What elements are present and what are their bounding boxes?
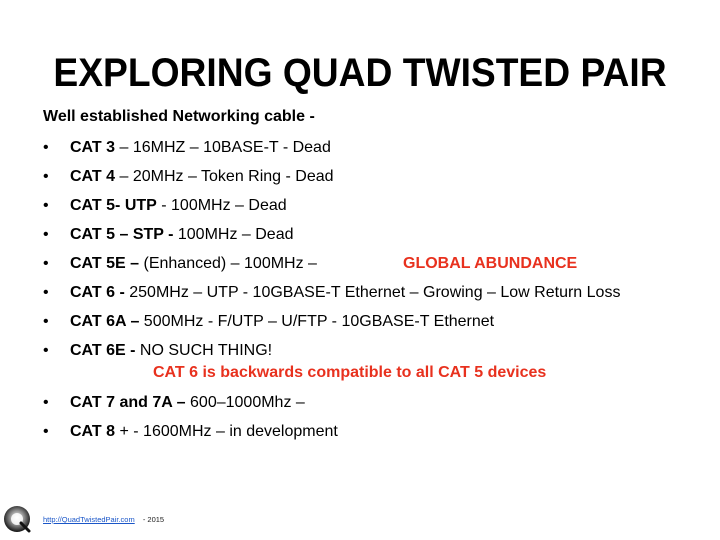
cat-label: CAT 8: [70, 423, 116, 440]
bullet-text: [70, 311, 494, 333]
bullet-text: [70, 340, 272, 362]
global-abundance-highlight: GLOBAL ABUNDANCE: [403, 255, 578, 272]
slide-footer: [0, 500, 720, 540]
bullet-text: [70, 137, 331, 159]
bullet-text: [70, 282, 620, 304]
bullet-dot: •: [43, 423, 49, 440]
footer-link[interactable]: http://QuadTwistedPair.com: [43, 515, 135, 524]
cat-label: CAT 4: [70, 168, 116, 185]
cat-description: 500MHz - F/UTP – U/FTP - 10GBASE-T Ethernet: [139, 313, 495, 330]
bullet-text: [70, 392, 305, 414]
q-logo-icon: [2, 504, 32, 534]
backwards-compatible-note: CAT 6 is backwards compatible to all CAT 5 devices: [153, 364, 547, 381]
bullet-dot: •: [43, 197, 49, 214]
cat-label: CAT 7 and 7A –: [70, 394, 186, 411]
cat-label: CAT 3: [70, 139, 116, 156]
cat-label: CAT 5 – STP -: [70, 226, 174, 243]
cat-label: CAT 5- UTP: [70, 197, 157, 214]
bullet-text: [70, 195, 287, 217]
cat-description: – 16MHZ – 10BASE-T - Dead: [115, 139, 331, 156]
bullet-text: [70, 253, 317, 275]
cat-description: 100MHz – Dead: [173, 226, 294, 243]
bullet-dot: •: [43, 255, 49, 272]
bullet-dot: •: [43, 139, 49, 156]
cat-description: 250MHz – UTP - 10GBASE-T Ethernet – Growing – Low Return Loss: [124, 284, 621, 301]
cat-description: – 20MHz – Token Ring - Dead: [115, 168, 334, 185]
bullet-text: [70, 166, 334, 188]
bullet-dot: •: [43, 313, 49, 330]
bullet-text: [70, 224, 294, 246]
cat-description: + - 1600MHz – in development: [115, 423, 338, 440]
cat-description: - 100MHz – Dead: [156, 197, 287, 214]
bullet-dot: •: [43, 394, 49, 411]
cat-description: NO SUCH THING!: [135, 342, 273, 359]
cat-description: (Enhanced) – 100MHz –: [139, 255, 317, 272]
bullet-dot: •: [43, 226, 49, 243]
cat-label: CAT 5E –: [70, 255, 140, 272]
slide-title: EXPLORING QUAD TWISTED PAIR: [53, 51, 667, 95]
footer-credit: [43, 515, 164, 525]
footer-year: - 2015: [142, 515, 165, 524]
cat-description: 600–1000Mhz –: [185, 394, 305, 411]
bullet-text: [70, 421, 338, 443]
slide-subtitle: Well established Networking cable -: [43, 108, 315, 125]
bullet-dot: •: [43, 168, 49, 185]
bullet-dot: •: [43, 284, 49, 301]
bullet-dot: •: [43, 342, 49, 359]
cat-label: CAT 6E -: [70, 342, 136, 359]
cat-label: CAT 6 -: [70, 284, 125, 301]
cat-label: CAT 6A –: [70, 313, 140, 330]
